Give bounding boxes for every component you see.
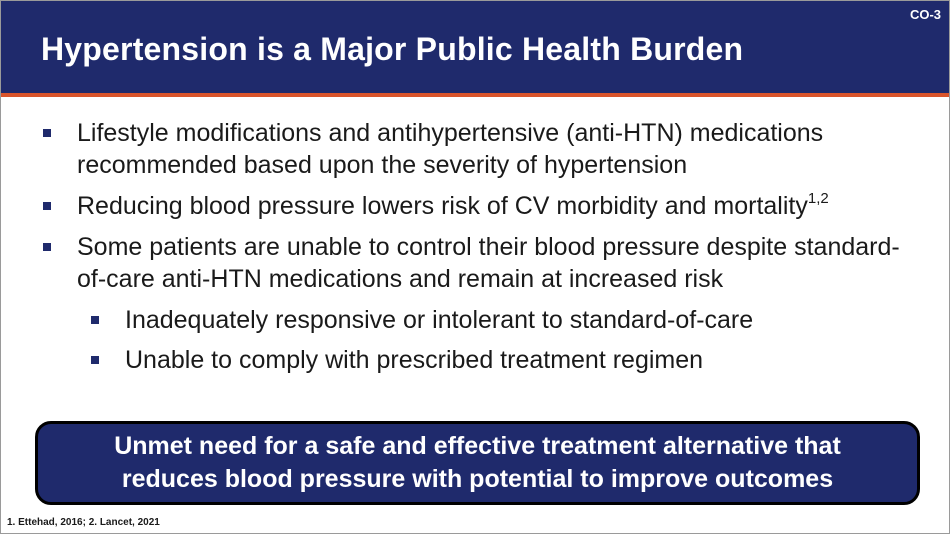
sub-bullet-item [41,304,921,336]
references-footnote: 1. Ettehad, 2016; 2. Lancet, 2021 [7,517,160,528]
sub-bullet-item [41,344,921,376]
slide-title: Hypertension is a Major Public Health Burden [41,31,744,67]
callout-line-2: reduces blood pressure with potential to improve outcomes [121,465,834,493]
slide-id: CO-3 [909,7,941,22]
sub-bullet-text: Inadequately responsive or intolerant to standard-of-care [125,306,754,334]
square-bullet-icon [43,202,51,210]
square-bullet-icon [43,243,51,251]
square-bullet-icon [91,316,99,324]
square-bullet-icon [91,356,99,364]
bullet-text: Reducing blood pressure lowers risk of CV morbidity and mortality [77,192,808,220]
accent-divider [1,93,949,97]
bullet-list [41,117,921,384]
citation-superscript: 1,2 [807,189,829,207]
bullet-item [41,190,921,222]
bullet-text: Some patients are unable to control their blood pressure despite standard-of-care anti-HTN medications and remain at increased risk [77,233,900,293]
bullet-item [41,231,921,295]
square-bullet-icon [43,129,51,137]
bullet-text: Lifestyle modifications and antihypertensive (anti-HTN) medications recommended based upon the severity of hypertension [77,119,824,179]
callout-text [114,430,841,496]
bullet-item [41,117,921,181]
title-bar [1,1,949,93]
unmet-need-callout [35,421,920,505]
sub-bullet-text: Unable to comply with prescribed treatment regimen [125,346,704,374]
callout-line-1: Unmet need for a safe and effective treatment alternative that [114,432,841,460]
